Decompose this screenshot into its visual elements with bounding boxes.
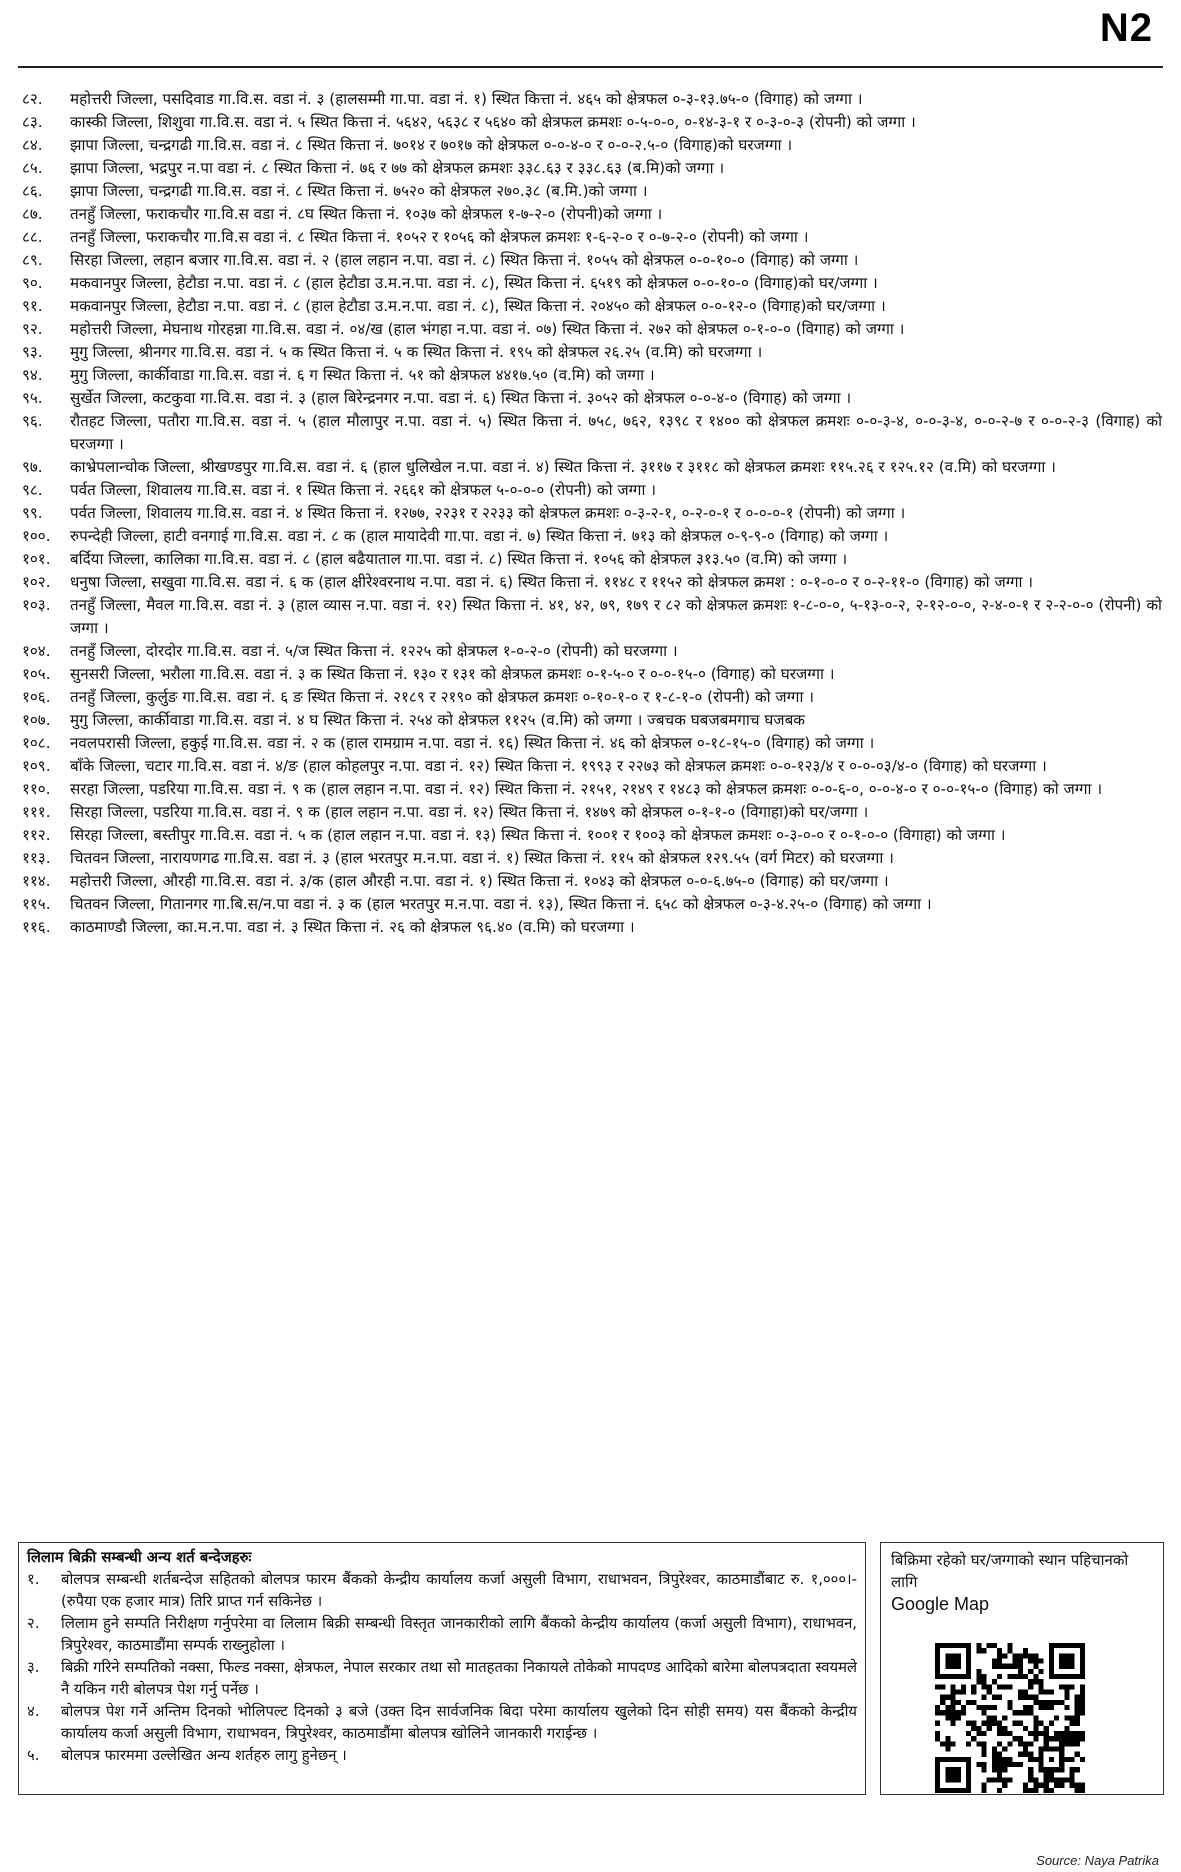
property-item	[22, 272, 1162, 295]
term-item	[27, 1745, 857, 1767]
property-text: रुपन्देही जिल्ला, हाटी वनगाई गा.वि.स. वडा नं. ८ क (हाल मायादेवी गा.पा. वडा नं. ७) स्थित कित्ता नं. ७१३ को क्षेत्रफल ०-९-९-० (विगाह) को जग्गा ।	[70, 527, 889, 545]
property-text: मुगु जिल्ला, श्रीनगर गा.वि.स. वडा नं. ५ क स्थित कित्ता नं. ५ क स्थित कित्ता नं. १९५ को क्षेत्रफल २६.२५ (व.मि) को घरजग्गा ।	[70, 343, 763, 361]
top-divider	[18, 66, 1163, 68]
term-text: बोलपत्र पेश गर्ने अन्तिम दिनको भोलिपल्ट दिनको ३ बजे (उक्त दिन सार्वजनिक बिदा परेमा कार्यालय खुलेको दिन सोही समय) यस बैंकको केन्द्रीय कार्यालय कर्जा असुली विभाग, राधाभवन, त्रिपुरेश्वर, काठमाडौंमा बोलपत्र खोलिने जानकारी गराईन्छ ।	[61, 1703, 857, 1742]
property-number: ८८.	[22, 228, 43, 246]
property-number: १०४.	[22, 642, 51, 660]
property-text: तनहुँ जिल्ला, कुर्लुङ गा.वि.स. वडा नं. ६ ङ स्थित कित्ता नं. २१८९ र २१९० को क्षेत्रफल क्रमशः ०-१०-१-० र १-८-१-० (रोपनी) को जग्गा ।	[70, 688, 814, 706]
property-text: महोत्तरी जिल्ला, मेघनाथ गोरहन्ना गा.वि.स. वडा नं. ०४/ख (हाल भंगहा न.पा. वडा नं. ०७) स्थित कित्ता नं. २७२ को क्षेत्रफल ०-१-०-० (विगाह) को जग्गा ।	[70, 320, 905, 338]
term-text: बिक्री गरिने सम्पतिको नक्सा, फिल्ड नक्सा, क्षेत्रफल, नेपाल सरकार तथा सो मातहतका निकायले तोकेको मापदण्ड आदिको बारेमा बोलपत्रदाता स्वयमले नै यकिन गरी बोलपत्र पेश गर्नु पर्नेछ ।	[61, 1659, 857, 1698]
property-item	[22, 686, 1162, 709]
property-number: ९३.	[22, 343, 43, 361]
property-text: चितवन जिल्ला, नारायणगढ गा.वि.स. वडा नं. ३ (हाल भरतपुर म.न.पा. वडा नं. १) स्थित कित्ता नं. ११५ को क्षेत्रफल १२९.५५ (वर्ग मिटर) को घरजग्गा ।	[70, 849, 894, 867]
property-number: १०९.	[22, 757, 51, 775]
qr-panel	[880, 1542, 1164, 1795]
property-text: रौतहट जिल्ला, पतौरा गा.वि.स. वडा नं. ५ (हाल मौलापुर न.पा. वडा नं. ५) स्थित कित्ता नं. ७५८, ७६२, १३९८ र १४०० को क्षेत्रफल क्रमशः ०-०-३-४, ०-०-३-४, ०-०-२-७ र ०-०-२-३ (विगाह) को घरजग्गा ।	[70, 412, 1162, 453]
property-text: पर्वत जिल्ला, शिवालय गा.वि.स. वडा नं. ४ स्थित कित्ता नं. १२७७, २२३१ र २२३३ को क्षेत्रफल क्रमशः ०-३-२-१, ०-२-०-१ र ०-०-०-१ (रोपनी) को जग्गा ।	[70, 504, 906, 522]
property-item	[22, 134, 1162, 157]
source-credit: Source: Naya Patrika	[1036, 1853, 1159, 1868]
property-number: ८४.	[22, 136, 43, 154]
property-item	[22, 571, 1162, 594]
qr-code-icon[interactable]	[935, 1643, 1085, 1793]
property-number: ८२.	[22, 90, 43, 108]
property-text: महोत्तरी जिल्ला, पसदिवाड गा.वि.स. वडा नं. ३ (हालसम्मी गा.पा. वडा नं. १) स्थित कित्ता नं. ४६५ को क्षेत्रफल ०-३-१३.७५-० (विगाह) को जग्गा ।	[70, 90, 863, 108]
property-item	[22, 341, 1162, 364]
property-number: ९७.	[22, 458, 43, 476]
property-item	[22, 732, 1162, 755]
term-number: ४.	[27, 1703, 40, 1720]
property-text: तनहुँ जिल्ला, दोरदोर गा.वि.स. वडा नं. ५/ज स्थित कित्ता नं. १२२५ को क्षेत्रफल १-०-२-० (रोपनी) को घरजग्गा ।	[70, 642, 678, 660]
property-text: पर्वत जिल्ला, शिवालय गा.वि.स. वडा नं. १ स्थित कित्ता नं. २६६१ को क्षेत्रफल ५-०-०-० (रोपनी) को जग्गा ।	[70, 481, 656, 499]
property-text: बर्दिया जिल्ला, कालिका गा.वि.स. वडा नं. ८ (हाल बढैयाताल गा.पा. वडा नं. ८) स्थित कित्ता नं. १०५६ को क्षेत्रफल ३१३.५० (व.मि) को जग्गा ।	[70, 550, 848, 568]
property-number: ८७.	[22, 205, 43, 223]
term-item	[27, 1569, 857, 1613]
property-text: बाँके जिल्ला, चटार गा.वि.स. वडा नं. ४/ङ (हाल कोहलपुर न.पा. वडा नं. १२) स्थित कित्ता नं. १९९३ र २२७३ को क्षेत्रफल क्रमशः ०-०-१२३/४ र ०-०-०३/४-० (विगाह) को घरजग्गा ।	[70, 757, 1047, 775]
property-item	[22, 226, 1162, 249]
property-item	[22, 387, 1162, 410]
property-text: तनहुँ जिल्ला, फराकचौर गा.वि.स वडा नं. ८घ स्थित कित्ता नं. १०३७ को क्षेत्रफल १-७-२-० (रोपनी)को जग्गा ।	[70, 205, 663, 223]
terms-title: लिलाम बिक्री सम्बन्धी अन्य शर्त बन्देजहरुः	[27, 1549, 252, 1566]
property-number: ११५.	[22, 895, 51, 913]
property-number: १०१.	[22, 550, 51, 568]
property-item	[22, 410, 1162, 456]
qr-caption: बिक्रिमा रहेको घर/जग्गाको स्थान पहिचानको लागि	[891, 1551, 1129, 1591]
property-number: ८६.	[22, 182, 43, 200]
property-item	[22, 318, 1162, 341]
property-item	[22, 916, 1162, 939]
term-number: ३.	[27, 1659, 40, 1676]
property-number: ११४.	[22, 872, 51, 890]
property-number: ९०.	[22, 274, 43, 292]
property-text: मुगु जिल्ला, कार्कीवाडा गा.वि.स. वडा नं. ६ ग स्थित कित्ता नं. ५१ को क्षेत्रफल ४४१७.५० (व.मि) को जग्गा ।	[70, 366, 655, 384]
property-text: सरहा जिल्ला, पडरिया गा.वि.स. वडा नं. ९ क (हाल लहान न.पा. वडा नं. १२) स्थित कित्ता नं. २१५१, २१४९ र १४८३ को क्षेत्रफल क्रमशः ०-०-६-०, ०-०-४-० र ०-०-१५-० (विगाह) को जग्गा ।	[70, 780, 1103, 798]
property-text: नवलपरासी जिल्ला, हकुई गा.वि.स. वडा नं. २ क (हाल रामग्राम न.पा. वडा नं. १६) स्थित कित्ता नं. ४६ को क्षेत्रफल ०-१८-१५-० (विगाह) को जग्गा ।	[70, 734, 875, 752]
property-number: ११३.	[22, 849, 51, 867]
property-item	[22, 157, 1162, 180]
page-code: N2	[1099, 6, 1153, 50]
property-item	[22, 870, 1162, 893]
property-number: १००.	[22, 527, 51, 545]
property-text: काठमाण्डौ जिल्ला, का.म.न.पा. वडा नं. ३ स्थित कित्ता नं. २६ को क्षेत्रफल ९६.४० (व.मि) को घरजग्गा ।	[70, 918, 635, 936]
term-text: लिलाम हुने सम्पति निरीक्षण गर्नुपरेमा वा लिलाम बिक्री सम्बन्धी विस्तृत जानकारीको लागि बैंकको केन्द्रीय कार्यालय (कर्जा असुली विभाग), राधाभवन, त्रिपुरेश्वर, काठमाडौंमा सम्पर्क राख्नुहोला ।	[61, 1615, 857, 1654]
property-number: ११६.	[22, 918, 51, 936]
property-text: मकवानपुर जिल्ला, हेटौडा न.पा. वडा नं. ८ (हाल हेटौडा उ.म.न.पा. वडा नं. ८), स्थित कित्ता नं. २०४५० को क्षेत्रफल ०-०-१२-० (विगाह)को घर/जग्गा ।	[70, 297, 886, 315]
property-item	[22, 364, 1162, 387]
property-number: १०७.	[22, 711, 51, 729]
property-item	[22, 709, 1162, 732]
property-number: १११.	[22, 803, 51, 821]
property-text: सुनसरी जिल्ला, भरौला गा.वि.स. वडा नं. ३ क स्थित कित्ता नं. १३० र १३१ को क्षेत्रफल क्रमशः ०-१-५-० र ०-०-१५-० (विगाह) को घरजग्गा ।	[70, 665, 835, 683]
property-number: १०६.	[22, 688, 51, 706]
property-item	[22, 111, 1162, 134]
property-text: तनहुँ जिल्ला, फराकचौर गा.वि.स वडा नं. ८ स्थित कित्ता नं. १०५२ र १०५६ को क्षेत्रफल क्रमशः १-६-२-० र ०-७-२-० (रोपनी) को जग्गा ।	[70, 228, 809, 246]
term-item	[27, 1613, 857, 1657]
property-item	[22, 295, 1162, 318]
property-item	[22, 88, 1162, 111]
term-number: ५.	[27, 1747, 40, 1764]
property-item	[22, 502, 1162, 525]
property-list	[22, 88, 1162, 939]
property-number: ९९.	[22, 504, 43, 522]
property-item	[22, 594, 1162, 640]
property-number: ११०.	[22, 780, 51, 798]
property-item	[22, 456, 1162, 479]
property-item	[22, 663, 1162, 686]
property-item	[22, 847, 1162, 870]
property-text: धनुषा जिल्ला, सखुवा गा.वि.स. वडा नं. ६ क (हाल क्षीरेश्वरनाथ न.पा. वडा नं. ६) स्थित कित्ता नं. ११४८ र ११५२ को क्षेत्रफल क्रमश : ०-१-०-० र ०-२-११-० (विगाह) को जग्गा ।	[70, 573, 1034, 591]
property-item	[22, 801, 1162, 824]
property-text: काभ्रेपलान्चोक जिल्ला, श्रीखण्डपुर गा.वि.स. वडा नं. ६ (हाल धुलिखेल न.पा. वडा नं. ४) स्थित कित्ता नं. ३११७ र ३११८ को क्षेत्रफल क्रमशः ११५.२६ र १२५.१२ (व.मि) को घरजग्गा ।	[70, 458, 1056, 476]
property-number: ९६.	[22, 412, 43, 430]
bottom-section	[18, 1542, 1164, 1797]
property-number: ८५.	[22, 159, 43, 177]
property-number: ९५.	[22, 389, 43, 407]
property-text: कास्की जिल्ला, शिशुवा गा.वि.स. वडा नं. ५ स्थित कित्ता नं. ५६४२, ५६३८ र ५६४० को क्षेत्रफल क्रमशः ०-५-०-०, ०-१४-३-१ र ०-३-०-३ (रोपनी) को जग्गा ।	[70, 113, 916, 131]
property-text: सिरहा जिल्ला, पडरिया गा.वि.स. वडा नं. ९ क (हाल लहान न.पा. वडा नं. १२) स्थित कित्ता नं. १४७९ को क्षेत्रफल ०-१-१-० (विगाहा)को घर/जग्गा ।	[70, 803, 869, 821]
term-item	[27, 1657, 857, 1701]
property-text: झापा जिल्ला, भद्रपुर न.पा वडा नं. ८ स्थित कित्ता नं. ७६ र ७७ को क्षेत्रफल क्रमशः ३३८.६३ र ३३८.६३ (ब.मि)को जग्गा ।	[70, 159, 725, 177]
property-item	[22, 640, 1162, 663]
property-item	[22, 755, 1162, 778]
property-number: ८९.	[22, 251, 43, 269]
term-number: १.	[27, 1571, 40, 1588]
property-text: तनहुँ जिल्ला, मैवल गा.वि.स. वडा नं. ३ (हाल व्यास न.पा. वडा नं. १२) स्थित कित्ता नं. ४१, ४२, ७९, १७९ र ८२ को क्षेत्रफल क्रमशः १-८-०-०, ५-१३-०-२, २-१२-०-०, २-४-०-१ र २-२-०-० (रोपनी) को जग्गा ।	[70, 596, 1162, 637]
property-item	[22, 548, 1162, 571]
property-number: ९१.	[22, 297, 43, 315]
property-item	[22, 479, 1162, 502]
google-map-label: Google Map	[891, 1594, 990, 1614]
terms-box	[18, 1542, 866, 1795]
property-number: १०८.	[22, 734, 51, 752]
property-text: महोत्तरी जिल्ला, औरही गा.वि.स. वडा नं. ३/क (हाल औरही न.पा. वडा नं. १) स्थित कित्ता नं. १०४३ को क्षेत्रफल ०-०-६.७५-० (विगाह) को घर/जग्गा ।	[70, 872, 889, 890]
property-item	[22, 893, 1162, 916]
property-text: झापा जिल्ला, चन्द्रगढी गा.वि.स. वडा नं. ८ स्थित कित्ता नं. ७५२० को क्षेत्रफल २७०.३८ (ब.मि.)को जग्गा ।	[70, 182, 648, 200]
property-number: ९८.	[22, 481, 43, 499]
terms-list	[27, 1569, 857, 1767]
property-item	[22, 203, 1162, 226]
property-text: झापा जिल्ला, चन्द्रगढी गा.वि.स. वडा नं. ८ स्थित कित्ता नं. ७०१४ र ७०१७ को क्षेत्रफल ०-०-४-० र ०-०-२.५-० (विगाह)को घरजग्गा ।	[70, 136, 793, 154]
property-number: ८३.	[22, 113, 43, 131]
property-item	[22, 824, 1162, 847]
property-number: १०३.	[22, 596, 51, 614]
property-number: १०५.	[22, 665, 51, 683]
property-number: १०२.	[22, 573, 51, 591]
property-text: सिरहा जिल्ला, लहान बजार गा.वि.स. वडा नं. २ (हाल लहान न.पा. वडा नं. ८) स्थित कित्ता नं. १०५५ को क्षेत्रफल ०-०-१०-० (विगाह) को जग्गा ।	[70, 251, 859, 269]
property-text: मकवानपुर जिल्ला, हेटौडा न.पा. वडा नं. ८ (हाल हेटौडा उ.म.न.पा. वडा नं. ८), स्थित कित्ता नं. ६५१९ को क्षेत्रफल ०-०-१०-० (विगाह)को घर/जग्गा ।	[70, 274, 878, 292]
term-text: बोलपत्र फारममा उल्लेखित अन्य शर्तहरु लागु हुनेछन् ।	[61, 1747, 347, 1764]
term-text: बोलपत्र सम्बन्धी शर्तबन्देज सहितको बोलपत्र फारम बैंकको केन्द्रीय कार्यालय कर्जा असुली विभाग, राधाभवन, त्रिपुरेश्वर, काठमाडौंबाट रु. १,०००।- (रुपैया एक हजार मात्र) तिरि प्राप्त गर्न सकिनेछ ।	[61, 1571, 857, 1610]
property-item	[22, 180, 1162, 203]
term-number: २.	[27, 1615, 40, 1632]
property-text: सिरहा जिल्ला, बस्तीपुर गा.वि.स. वडा नं. ५ क (हाल लहान न.पा. वडा नं. १३) स्थित कित्ता नं. १००१ र १००३ को क्षेत्रफल क्रमशः ०-३-०-० र ०-१-०-० (विगाहा) को जग्गा ।	[70, 826, 1006, 844]
property-text: मुगु जिल्ला, कार्कीवाडा गा.वि.स. वडा नं. ४ घ स्थित कित्ता नं. २५४ को क्षेत्रफल ११२५ (व.मि) को जग्गा । ज्बचक घबजबमगाच घजबक	[70, 711, 805, 729]
property-item	[22, 778, 1162, 801]
property-item	[22, 249, 1162, 272]
term-item	[27, 1701, 857, 1745]
property-text: चितवन जिल्ला, गितानगर गा.बि.स/न.पा वडा नं. ३ क (हाल भरतपुर म.न.पा. वडा नं. १३), स्थित कित्ता नं. ६५८ को क्षेत्रफल ०-३-४.२५-० (विगाह) को जग्गा ।	[70, 895, 932, 913]
property-item	[22, 525, 1162, 548]
property-number: ११२.	[22, 826, 51, 844]
property-number: ९२.	[22, 320, 43, 338]
property-number: ९४.	[22, 366, 43, 384]
property-text: सुर्खेत जिल्ला, कटकुवा गा.वि.स. वडा नं. ३ (हाल बिरेन्द्रनगर न.पा. वडा नं. ६) स्थित कित्ता नं. ३०५२ को क्षेत्रफल ०-०-४-० (विगाह) को जग्गा ।	[70, 389, 852, 407]
